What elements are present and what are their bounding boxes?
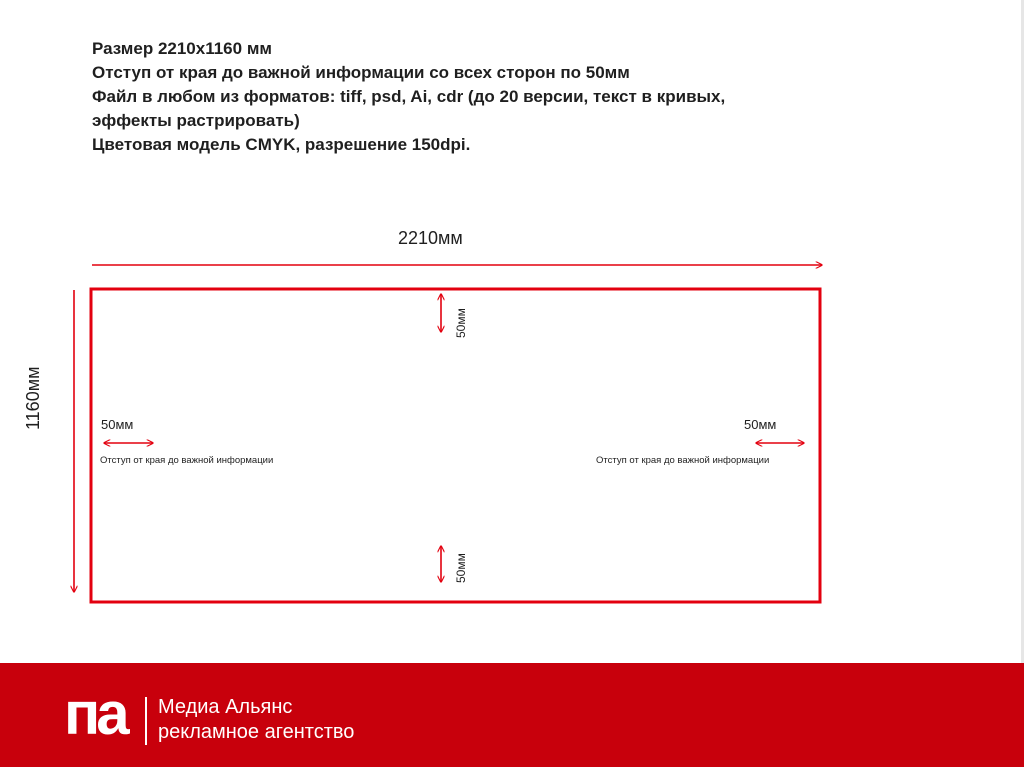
right-margin-label: 50мм: [744, 417, 777, 432]
agency-tagline: рекламное агентство: [158, 721, 355, 743]
spec-color-line: Цветовая модель CMYK, разрешение 150dpi.: [92, 135, 471, 154]
height-dimension-label: 1160мм: [23, 366, 43, 430]
company-logo: па: [64, 680, 126, 747]
spec-size-line: Размер 2210х1160 мм: [92, 39, 272, 58]
left-margin-note: Отступ от края до важной информации: [100, 455, 274, 466]
spec-margin-line: Отступ от края до важной информации со всех сторон по 50мм: [92, 63, 630, 82]
logo-divider: [145, 697, 147, 745]
width-dimension-label: 2210мм: [398, 228, 463, 248]
agency-name: Медиа Альянс: [158, 696, 293, 718]
footer-bar: [0, 663, 1024, 767]
spec-effects-line: эффекты растрировать): [92, 111, 300, 130]
right-margin-note: Отступ от края до важной информации: [596, 455, 770, 466]
top-margin-label: 50мм: [454, 308, 468, 338]
spec-formats-line: Файл в любом из форматов: tiff, psd, Ai, cdr (до 20 версии, текст в кривых,: [92, 87, 726, 106]
bottom-margin-label: 50мм: [454, 553, 468, 583]
left-margin-label: 50мм: [101, 417, 134, 432]
